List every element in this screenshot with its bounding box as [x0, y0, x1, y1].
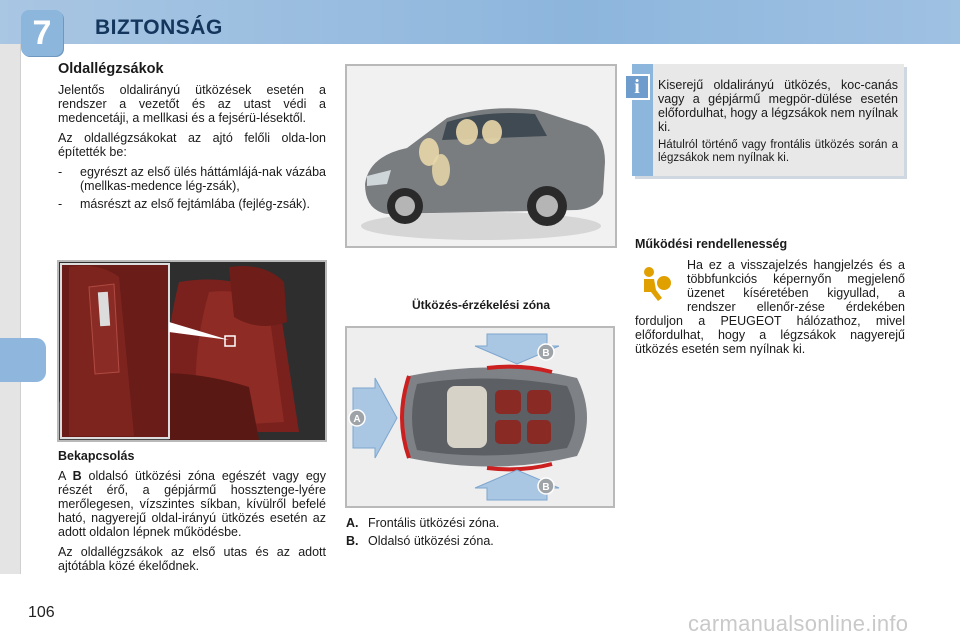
info-text — [658, 78, 898, 170]
section-heading-side-airbags: Oldallégzsákok — [58, 61, 164, 77]
info-icon: i — [624, 74, 650, 100]
car-airbags-illustration — [345, 64, 617, 248]
intro-paragraph: Jelentős oldalirányú ütközések esetén a rendszer a vezetőt és az utast védi a medencetáji, a mellkasi és a fejsérü-lésektől. — [58, 83, 326, 125]
side-rail — [0, 44, 21, 574]
page-number: 106 — [28, 604, 55, 621]
left-column-top — [58, 62, 326, 215]
chapter-number: 7 — [21, 10, 63, 56]
zone-legend — [346, 514, 616, 550]
left-column-bottom — [58, 449, 326, 579]
zone-marker-a: A — [353, 414, 361, 425]
car-drawing — [347, 66, 615, 246]
legend-item: A. Frontális ütközési zóna. — [346, 516, 500, 530]
malfunction-section — [635, 237, 905, 257]
info-paragraph-2: Hátulról történő vagy frontális ütközés során a légzsákok nem nyílnak ki. — [658, 139, 898, 164]
watermark: carmanualsonline.info — [688, 611, 909, 636]
bullet-item: - másrészt az első fejtámlába (fejlég-zsák). — [58, 197, 310, 211]
zone-marker-b-top: B — [542, 348, 550, 359]
section-heading-malfunction: Működési rendellenesség — [635, 237, 788, 251]
location-paragraph: Az oldallégzsákokat az ajtó felőli olda-lon építették be: — [58, 131, 326, 159]
seat-airbag-photo — [57, 260, 327, 442]
zone-marker-b-bottom: B — [542, 482, 550, 493]
chapter-side-tab — [0, 338, 46, 382]
chapter-title: BIZTONSÁG — [95, 16, 223, 39]
seat-illustration — [59, 262, 325, 440]
zone-drawing — [347, 328, 613, 506]
detection-zone-caption: Ütközés-érzékelési zóna — [411, 298, 551, 312]
section-heading-activation: Bekapcsolás — [58, 449, 135, 463]
legend-item: B. Oldalsó ütközési zóna. — [346, 534, 494, 548]
activation-paragraph: A B oldalsó ütközési zóna egészét vagy egy részét érő, a gépjármű hossztenge-lyére merőlegesen, vízszintes síkban, kívülről befelé ható, nagyerejű oldal-irányú ütközés esetén az adott oldalon lépnek működésbe. — [58, 469, 326, 539]
bullet-item: - egyrészt az első ülés háttámlájá-nak vázába (mellkas-medence lég-zsák), — [58, 165, 326, 193]
malfunction-text-block — [635, 258, 905, 356]
deployment-paragraph: Az oldallégzsákok az első utas és az adott ajtótábla közé ékelődnek. — [58, 545, 326, 573]
malfunction-paragraph: Ha ez a visszajelzés hangjelzés és a többfunkciós képernyőn megjelenő üzenet kíséretében kigyullad, a rendszer ellenőr-zése érdekében forduljon a PEUGEOT hálózathoz, mivel előfordulhat, hogy a légzsákok nagyerejű ütközés esetén sem nyílnak ki. — [635, 258, 905, 356]
crash-zone-diagram — [345, 326, 615, 508]
info-paragraph-1: Kiserejű oldalirányú ütközés, koc-canás vagy a gépjármű megpör-dülése esetén előfordulhat, hogy a légzsákok nem nyílnak ki. — [658, 78, 898, 134]
